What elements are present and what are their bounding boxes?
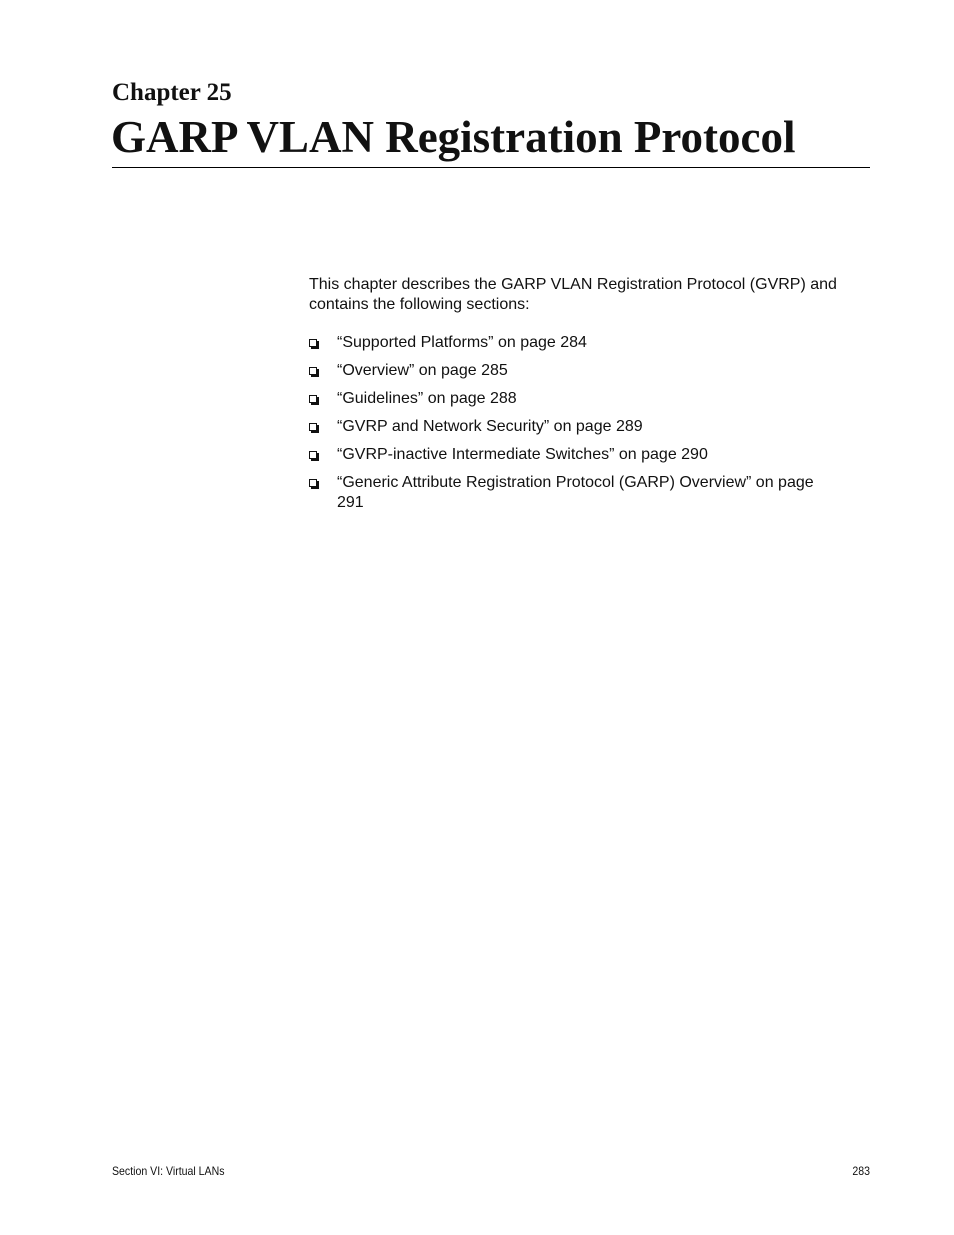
section-link-gvrp-network-security[interactable]: [309, 417, 829, 437]
checkbox-bullet-icon: [309, 479, 317, 487]
section-link-overview[interactable]: [309, 361, 829, 381]
section-link-text[interactable]: “GVRP and Network Security” on page 289: [337, 418, 643, 435]
section-link-text[interactable]: “Supported Platforms” on page 284: [337, 334, 587, 351]
section-link-supported-platforms[interactable]: [309, 333, 829, 353]
section-link-guidelines[interactable]: [309, 389, 829, 409]
checkbox-bullet-icon: [309, 339, 317, 347]
section-link-garp-overview[interactable]: [309, 473, 829, 513]
chapter-label: Chapter 25: [112, 79, 232, 106]
footer-page-number: 283: [852, 1164, 870, 1178]
section-link-text[interactable]: “GVRP-inactive Intermediate Switches” on page 290: [337, 446, 708, 463]
intro-paragraph: This chapter describes the GARP VLAN Registration Protocol (GVRP) and contains the following sections:: [309, 276, 837, 313]
section-link-text[interactable]: “Generic Attribute Registration Protocol (GARP) Overview” on page 291: [337, 474, 814, 511]
title-divider: [112, 167, 870, 168]
section-link-text[interactable]: “Guidelines” on page 288: [337, 390, 517, 407]
checkbox-bullet-icon: [309, 395, 317, 403]
chapter-title: GARP VLAN Registration Protocol: [111, 112, 796, 162]
checkbox-bullet-icon: [309, 423, 317, 431]
section-list: [309, 333, 829, 521]
checkbox-bullet-icon: [309, 367, 317, 375]
footer-section-name: Section VI: Virtual LANs: [112, 1164, 225, 1178]
checkbox-bullet-icon: [309, 451, 317, 459]
section-link-gvrp-inactive-switches[interactable]: [309, 445, 829, 465]
section-link-text[interactable]: “Overview” on page 285: [337, 362, 508, 379]
